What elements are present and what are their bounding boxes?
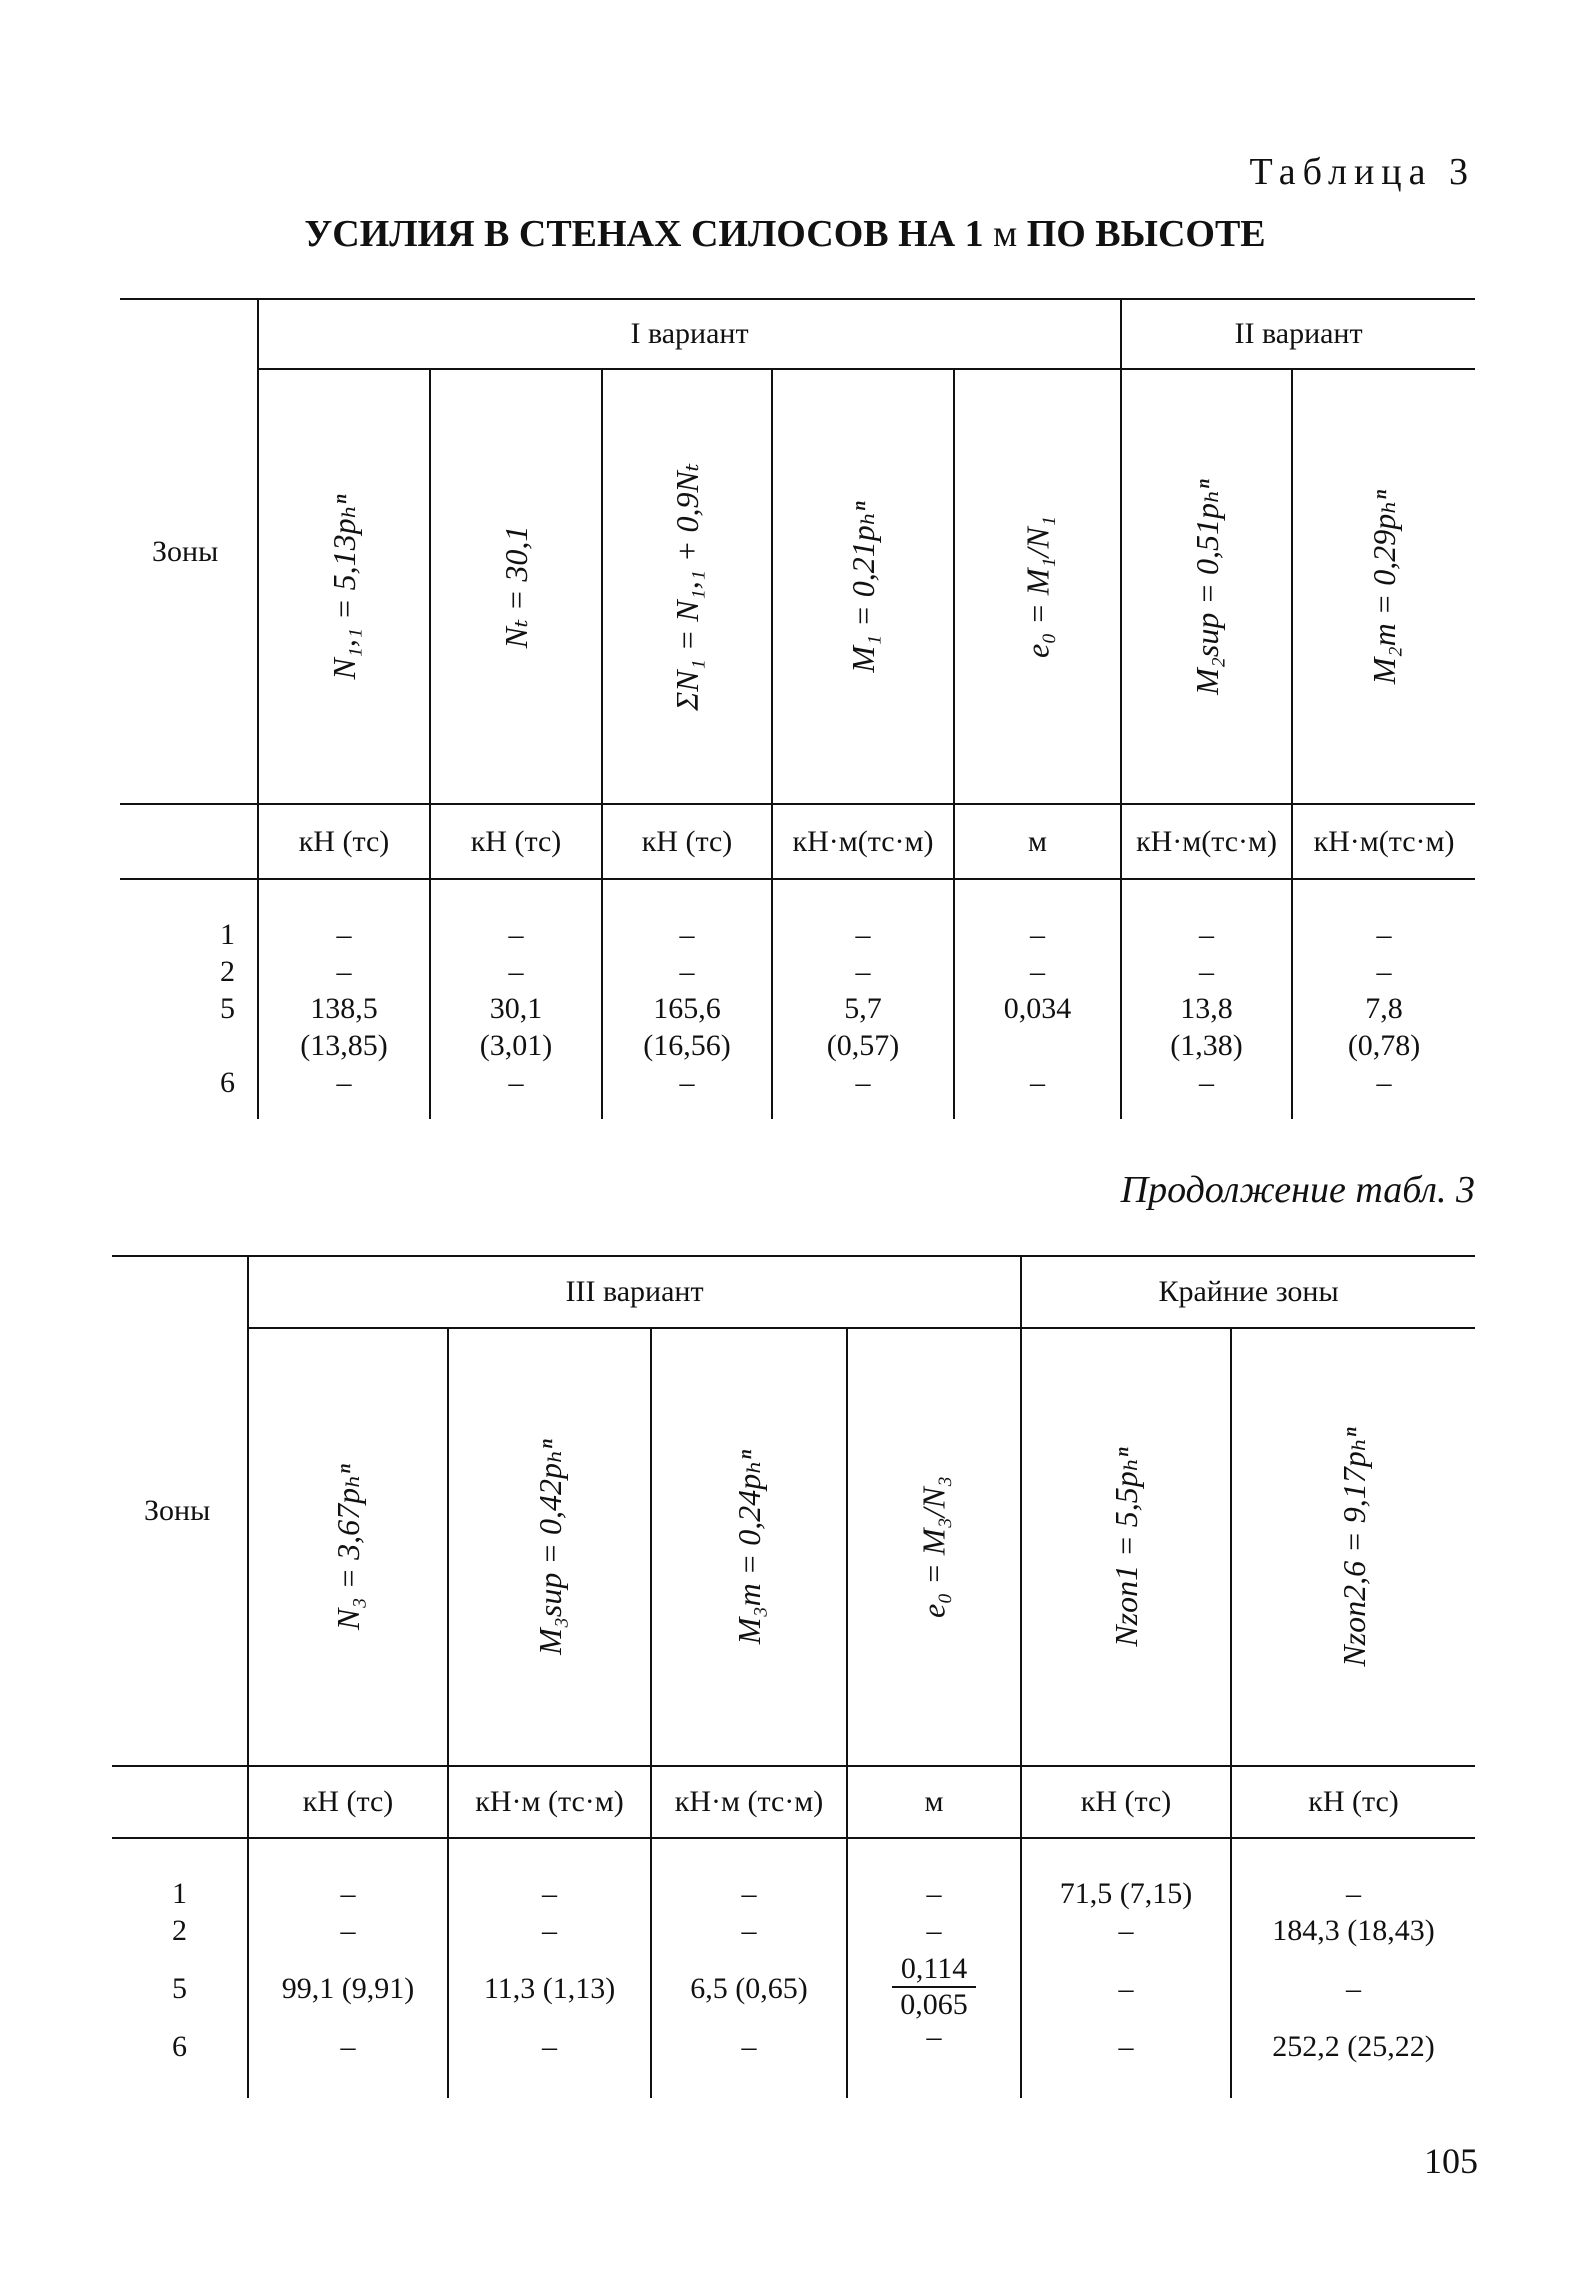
value-cell: – <box>679 1066 695 1099</box>
value-cell: – <box>855 918 871 951</box>
value-cell: – <box>336 918 352 951</box>
value-cell: – <box>340 2030 356 2063</box>
title-main: УСИЛИЯ В СТЕНАХ СИЛОСОВ НА 1 <box>304 213 984 255</box>
unit-cell <box>112 1766 248 1838</box>
formula-header <box>602 369 772 804</box>
formula-header <box>1021 1328 1231 1766</box>
zone-number: 1 <box>220 918 235 951</box>
formula-text: ΣN₁ = N₁,₁ + 0,9Nₜ <box>669 462 705 711</box>
unit-cell: кН (тс) <box>248 1766 448 1838</box>
value-cell: 0,034 <box>1003 992 1072 1025</box>
value-cell: – <box>542 2030 557 2063</box>
formula-text: M₂m = 0,29pₕⁿ <box>1366 489 1403 684</box>
unit-cell: кН·м (тс·м) <box>448 1766 651 1838</box>
zone-number: 6 <box>172 2030 187 2063</box>
unit-cell: кН·м (тс·м) <box>651 1766 847 1838</box>
formula-text: Nzon2,6 = 9,17pₕⁿ <box>1335 1427 1372 1667</box>
value-cell: – <box>542 1877 557 1910</box>
data-column <box>1292 879 1475 1119</box>
unit-cell: кН (тс) <box>430 804 602 879</box>
value-cell: – <box>1376 918 1392 951</box>
value-cell: – <box>1030 918 1046 951</box>
value-cell: – <box>1118 2030 1134 2063</box>
formula-header <box>430 369 602 804</box>
value-cell: – <box>679 955 695 988</box>
value-cell: – <box>508 1066 524 1099</box>
value-cell: 13,8 <box>1180 992 1233 1025</box>
title-unit: м <box>993 213 1018 255</box>
value-cell: (13,85) <box>300 1029 388 1062</box>
variant-2-header: II вариант <box>1121 299 1475 369</box>
value-cell: – <box>855 955 871 988</box>
value-cell: – <box>679 918 695 951</box>
edge-zones-header: Крайние зоны <box>1021 1256 1475 1328</box>
data-column <box>448 1838 651 2098</box>
formula-text: M₃m = 0,24pₕⁿ <box>731 1449 767 1645</box>
zones-header: Зоны <box>112 1256 248 1766</box>
data-column <box>1121 879 1292 1119</box>
formula-text: Nzon1 = 5,5pₕⁿ <box>1108 1447 1145 1647</box>
data-column <box>772 879 954 1119</box>
unit-cell <box>120 804 258 879</box>
data-column <box>1231 1838 1475 2098</box>
value-cell: 71,5 (7,15) <box>1059 1877 1193 1910</box>
variant-1-header: I вариант <box>258 299 1121 369</box>
formula-header <box>1121 369 1292 804</box>
unit-cell: кН (тс) <box>602 804 772 879</box>
unit-cell: кН·м(тс·м) <box>1121 804 1292 879</box>
value-cell: (1,38) <box>1170 1029 1243 1062</box>
formula-header <box>258 369 430 804</box>
value-cell: – <box>340 1914 356 1947</box>
value-cell: – <box>1118 1914 1134 1947</box>
data-column <box>248 1838 448 2098</box>
value-cell: – <box>926 1877 942 1910</box>
forces-table-part1 <box>120 298 1475 1119</box>
formula-text: M₁ = 0,21pₕⁿ <box>845 500 881 673</box>
value-cell: – <box>340 1877 356 1910</box>
value-cell: 99,1 (9,91) <box>281 1972 415 2005</box>
value-cell: – <box>508 955 524 988</box>
value-cell: 7,8 <box>1365 992 1403 1025</box>
zone-number: 1 <box>172 1877 187 1910</box>
value-cell: – <box>1346 1877 1362 1910</box>
formula-text: M₂sup = 0,51pₕⁿ <box>1188 478 1225 695</box>
value-cell: 30,1 <box>489 992 543 1025</box>
value-cell: 165,6 <box>653 992 721 1025</box>
formula-header <box>847 1328 1021 1766</box>
continuation-label: Продолжение табл. 3 <box>1120 1169 1475 1211</box>
formula-header <box>651 1328 847 1766</box>
value-cell <box>955 1027 1120 1064</box>
unit-cell: кН·м(тс·м) <box>1292 804 1475 879</box>
value-cell: – <box>1346 1972 1362 2005</box>
zone-number: 2 <box>220 955 235 988</box>
value-cell: 138,5 <box>310 992 378 1025</box>
forces-table-part2 <box>112 1255 1475 2098</box>
formula-header <box>448 1328 651 1766</box>
value-cell: – <box>1118 1972 1134 2005</box>
formula-text: e₀ = M₃/N₃ <box>915 1475 952 1619</box>
unit-cell: м <box>954 804 1121 879</box>
value-cell: – <box>336 1066 352 1099</box>
fraction-denominator: 0,065 <box>900 1988 968 2021</box>
data-column <box>430 879 602 1119</box>
value-cell: – <box>542 1914 557 1947</box>
unit-cell: кН (тс) <box>1231 1766 1475 1838</box>
value-cell: 6,5 (0,65) <box>690 1972 808 2005</box>
unit-cell: м <box>847 1766 1021 1838</box>
value-cell: – <box>926 2020 942 2053</box>
zone-numbers-cell <box>120 879 258 1119</box>
data-column <box>602 879 772 1119</box>
unit-cell: кН (тс) <box>258 804 430 879</box>
fraction <box>892 1952 976 2022</box>
data-column <box>1021 1838 1231 2098</box>
value-cell: – <box>1199 955 1215 988</box>
formula-text: M₃sup = 0,42pₕⁿ <box>531 1439 568 1655</box>
formula-text: e₀ = M₁/N₁ <box>1019 515 1056 658</box>
value-cell: – <box>855 1066 871 1099</box>
zone-number: 5 <box>220 992 235 1025</box>
data-column <box>651 1838 847 2098</box>
fraction-numerator: 0,114 <box>892 1952 976 1988</box>
value-cell: (0,78) <box>1347 1029 1421 1062</box>
formula-text: Nₜ = 30,1 <box>498 525 534 648</box>
zones-header: Зоны <box>120 299 258 804</box>
zone-numbers-cell <box>112 1838 248 2098</box>
value-cell: – <box>508 918 524 951</box>
data-column <box>847 1838 1021 2098</box>
formula-header <box>1231 1328 1475 1766</box>
value-cell: 184,3 (18,43) <box>1272 1914 1435 1947</box>
formula-text: N₃ = 3,67pₕⁿ <box>330 1464 366 1630</box>
value-cell: (16,56) <box>643 1029 731 1062</box>
table-number-label: Таблица 3 <box>1249 151 1475 193</box>
zone-number: 2 <box>172 1914 187 1947</box>
zone-number <box>220 1027 257 1064</box>
zone-number: 6 <box>220 1066 235 1099</box>
value-cell: – <box>1199 1066 1215 1099</box>
value-cell: – <box>741 1877 757 1910</box>
unit-cell: кН (тс) <box>1021 1766 1231 1838</box>
zone-number: 5 <box>172 1972 187 2005</box>
value-cell: 5,7 <box>844 992 882 1025</box>
value-cell: – <box>1199 918 1215 951</box>
formula-header <box>248 1328 448 1766</box>
value-cell: 11,3 (1,13) <box>483 1972 616 2005</box>
value-cell: (3,01) <box>479 1029 553 1062</box>
value-cell: – <box>926 1914 942 1947</box>
title-tail: ПО ВЫСОТЕ <box>1026 213 1266 255</box>
value-cell: – <box>1376 1066 1392 1099</box>
value-cell: – <box>336 955 352 988</box>
fraction-cell <box>848 1952 1020 2028</box>
value-cell: – <box>1376 955 1392 988</box>
value-cell: – <box>1030 955 1046 988</box>
table-title <box>0 212 1570 256</box>
value-cell: (0,57) <box>826 1029 900 1062</box>
formula-header <box>954 369 1121 804</box>
unit-cell: кН·м(тс·м) <box>772 804 954 879</box>
value-cell: – <box>741 2030 757 2063</box>
formula-header <box>772 369 954 804</box>
page-number: 105 <box>1424 2141 1478 2181</box>
data-column <box>258 879 430 1119</box>
value-cell: 252,2 (25,22) <box>1272 2030 1435 2063</box>
variant-3-header: III вариант <box>248 1256 1021 1328</box>
data-column <box>954 879 1121 1119</box>
value-cell: – <box>1030 1066 1046 1099</box>
value-cell: – <box>741 1914 757 1947</box>
formula-text: N₁,₁ = 5,13pₕⁿ <box>326 493 362 680</box>
formula-header <box>1292 369 1475 804</box>
